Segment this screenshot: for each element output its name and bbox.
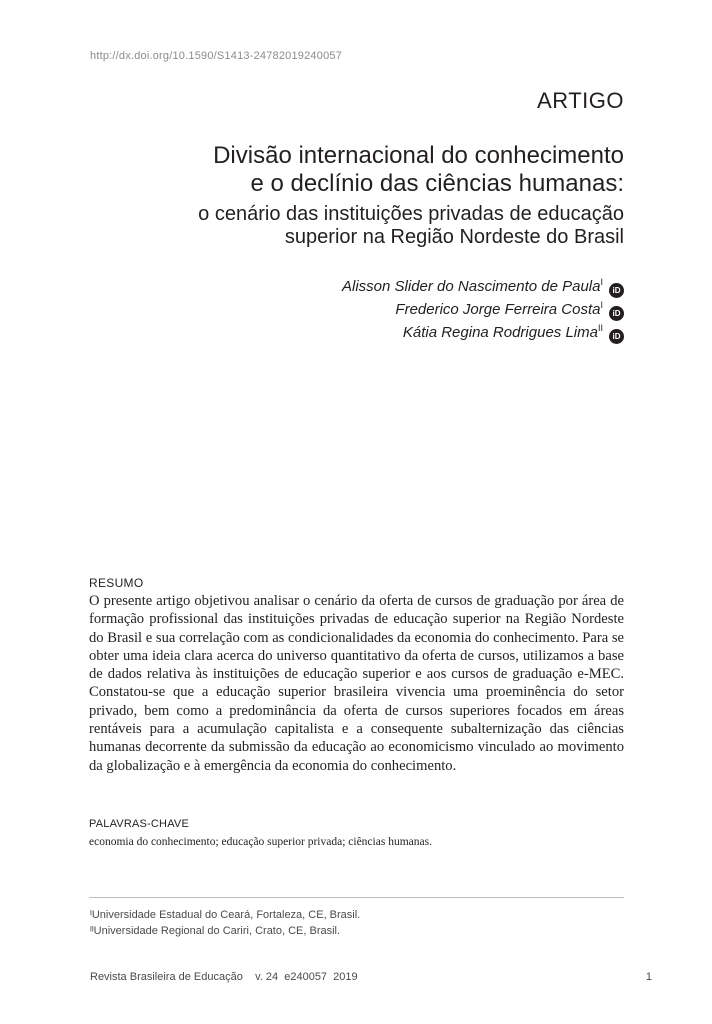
affiliation-1: ᴵUniversidade Estadual do Ceará, Fortaleza, CE, Brasil.	[90, 909, 361, 921]
title-line-2: e o declínio das ciências humanas:	[250, 170, 624, 197]
abstract-body: O presente artigo objetivou analisar o cenário da oferta de cursos de graduação por área de formação profissional das instituições privadas de educação superior na Região Nordeste do Brasil e sua correlação com as condicionalidades da economia do conhecimento. Para se obter uma ideia clara acerca do universo quantitativo da oferta de cursos, utilizamos a base de dados relativa às instituições de educação superior e aos cursos de graduação e-MEC. Constatou-se que a educação superior brasileira vivencia uma proeminência do setor privado, bem como a predominância da oferta de cursos superiores focados em áreas rentáveis para a acumulação capitalista e a consequente subalternização das ciências humanas decorrente da submissão da educação ao economicismo vinculado ao movimento da globalização e à emergência da economia do conhecimento.	[89, 593, 624, 774]
journal-footer: Revista Brasileira de Educação v. 24 e240057 2019	[90, 971, 358, 983]
author-2	[184, 298, 624, 321]
author-affiliation-mark: I	[600, 277, 603, 287]
orcid-icon[interactable]: iD	[609, 306, 624, 321]
section-label: ARTIGO	[537, 88, 624, 113]
keywords-heading: PALAVRAS-CHAVE	[89, 818, 189, 830]
affiliation-list	[90, 907, 625, 939]
article-title	[104, 142, 624, 198]
author-name: Alisson Slider do Nascimento de Paula	[342, 278, 601, 295]
author-affiliation-mark: II	[597, 323, 603, 333]
author-affiliation-mark: I	[600, 300, 603, 310]
affiliation-2: ᴵᴵUniversidade Regional do Cariri, Crato, CE, Brasil.	[90, 925, 341, 937]
keywords-body: economia do conhecimento; educação superior privada; ciências humanas.	[89, 836, 432, 848]
footnote-divider	[89, 897, 624, 898]
subtitle-line-1: o cenário das instituições privadas de educação	[198, 203, 624, 225]
author-1	[184, 275, 624, 298]
subtitle-line-2: superior na Região Nordeste do Brasil	[284, 226, 624, 248]
orcid-icon[interactable]: iD	[609, 329, 624, 344]
page-number: 1	[645, 971, 652, 983]
orcid-icon[interactable]: iD	[609, 283, 624, 298]
author-name: Frederico Jorge Ferreira Costa	[395, 301, 601, 318]
title-line-1: Divisão internacional do conhecimento	[213, 142, 624, 169]
doi-link[interactable]: http://dx.doi.org/10.1590/S1413-24782019240057	[90, 50, 343, 62]
author-name: Kátia Regina Rodrigues Lima	[402, 324, 598, 341]
author-3	[184, 321, 624, 344]
abstract-heading: RESUMO	[89, 576, 144, 590]
author-list	[184, 275, 624, 344]
article-subtitle	[104, 203, 624, 249]
